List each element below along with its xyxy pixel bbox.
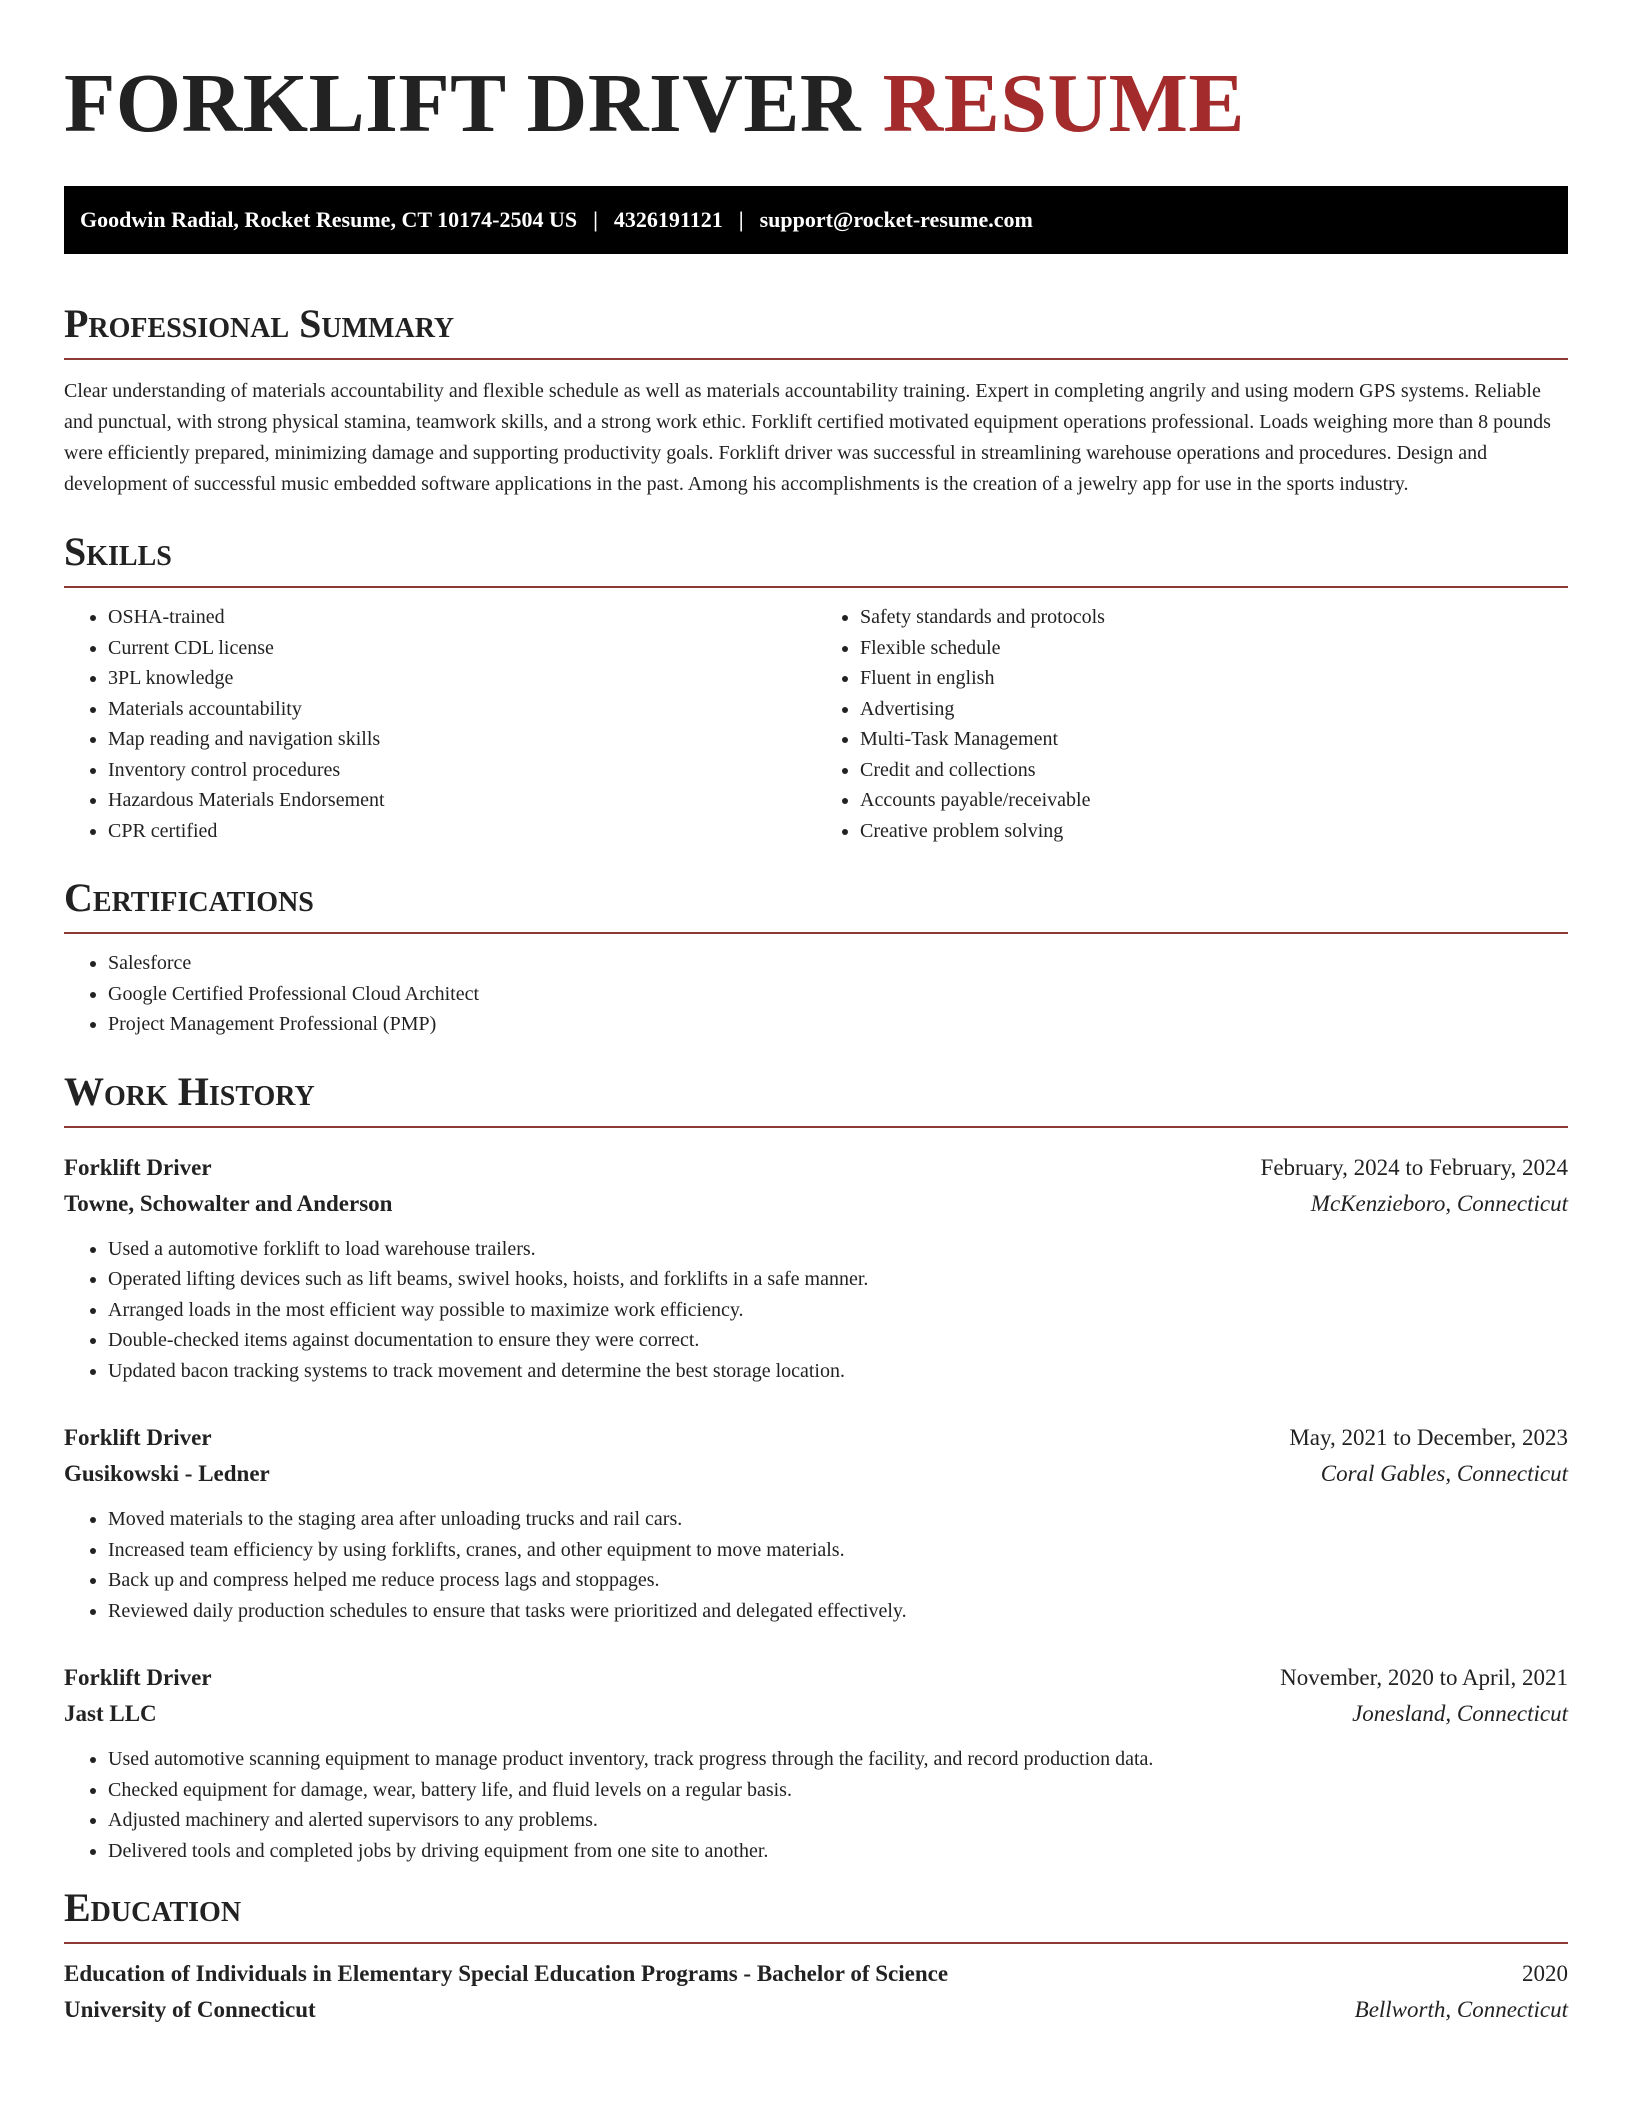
skill-item: • Materials accountability	[108, 694, 816, 725]
skill-item: • CPR certified	[108, 816, 816, 847]
title-accent: RESUME	[882, 57, 1245, 150]
skill-item: • Hazardous Materials Endorsement	[108, 785, 816, 816]
job-bullets	[64, 1744, 1568, 1866]
summary-section	[64, 300, 1568, 500]
title-main: FORKLIFT DRIVER	[64, 57, 862, 150]
contact-bar	[64, 186, 1568, 254]
certification-item: • Project Management Professional (PMP)	[108, 1009, 1568, 1040]
job-entry	[64, 1420, 1568, 1626]
education-school-row	[64, 1992, 1568, 2028]
skill-item: • Credit and collections	[860, 755, 1568, 786]
job-bullet: • Used a automotive forklift to load warehouse trailers.	[108, 1234, 1568, 1265]
work-history-section	[64, 1068, 1568, 1867]
certifications-list	[64, 948, 1568, 1040]
skill-item: • Multi-Task Management	[860, 724, 1568, 755]
job-bullet: • Updated bacon tracking systems to track movement and determine the best storage location.	[108, 1356, 1568, 1387]
job-company-row	[64, 1456, 1568, 1492]
certification-item: • Salesforce	[108, 948, 1568, 979]
skill-item: • Fluent in english	[860, 663, 1568, 694]
skills-section	[64, 528, 1568, 846]
skill-item: • Map reading and navigation skills	[108, 724, 816, 755]
job-bullet: • Delivered tools and completed jobs by driving equipment from one site to another.	[108, 1836, 1568, 1867]
education-heading: Education	[64, 1884, 1568, 1944]
job-title-row	[64, 1150, 1568, 1186]
education-degree-row	[64, 1956, 1568, 1992]
job-bullet: • Double-checked items against documentation to ensure they were correct.	[108, 1325, 1568, 1356]
job-bullet: • Checked equipment for damage, wear, battery life, and fluid levels on a regular basis.	[108, 1775, 1568, 1806]
skill-item: • OSHA-trained	[108, 602, 816, 633]
certifications-heading: Certifications	[64, 874, 1568, 934]
skills-heading: Skills	[64, 528, 1568, 588]
education-year: 2020	[1522, 1961, 1568, 1986]
skill-item: • Accounts payable/receivable	[860, 785, 1568, 816]
education-location: Bellworth, Connecticut	[1354, 1997, 1568, 2022]
skill-item: • Flexible schedule	[860, 633, 1568, 664]
job-location: Jonesland, Connecticut	[1352, 1701, 1568, 1726]
job-entry	[64, 1660, 1568, 1866]
job-bullet: • Increased team efficiency by using forklifts, cranes, and other equipment to move materials.	[108, 1535, 1568, 1566]
education-school: University of Connecticut	[64, 1997, 316, 2022]
skills-grid	[64, 588, 1568, 846]
resume-title	[64, 56, 1568, 152]
job-bullets	[64, 1504, 1568, 1626]
contact-phone: 4326191121	[613, 207, 723, 232]
skill-item: • 3PL knowledge	[108, 663, 816, 694]
job-company: Gusikowski - Ledner	[64, 1461, 270, 1486]
job-dates: May, 2021 to December, 2023	[1289, 1425, 1568, 1450]
skills-list-left	[64, 602, 816, 846]
job-company: Jast LLC	[64, 1701, 157, 1726]
job-title: Forklift Driver	[64, 1665, 212, 1690]
job-title-row	[64, 1420, 1568, 1456]
job-location: McKenzieboro, Connecticut	[1310, 1190, 1568, 1216]
education-entry	[64, 1956, 1568, 2028]
contact-separator: |	[593, 207, 598, 232]
job-dates: November, 2020 to April, 2021	[1280, 1665, 1568, 1690]
job-bullet: • Adjusted machinery and alerted supervisors to any problems.	[108, 1805, 1568, 1836]
job-title: Forklift Driver	[64, 1154, 212, 1180]
job-bullets	[64, 1234, 1568, 1387]
skill-item: • Inventory control procedures	[108, 755, 816, 786]
job-location: Coral Gables, Connecticut	[1320, 1461, 1568, 1486]
contact-separator: |	[738, 207, 744, 232]
skill-item: • Creative problem solving	[860, 816, 1568, 847]
job-bullet: • Back up and compress helped me reduce process lags and stoppages.	[108, 1565, 1568, 1596]
summary-heading: Professional Summary	[64, 300, 1568, 360]
certification-item: • Google Certified Professional Cloud Architect	[108, 979, 1568, 1010]
contact-email: support@rocket-resume.com	[759, 207, 1033, 232]
education-degree: Education of Individuals in Elementary Special Education Programs - Bachelor of Science	[64, 1961, 949, 1986]
job-company-row	[64, 1696, 1568, 1732]
certifications-section	[64, 874, 1568, 1040]
job-bullet: • Reviewed daily production schedules to ensure that tasks were prioritized and delegated effectively.	[108, 1596, 1568, 1627]
skill-item: • Current CDL license	[108, 633, 816, 664]
job-title: Forklift Driver	[64, 1425, 212, 1450]
skill-item: • Safety standards and protocols	[860, 602, 1568, 633]
education-section	[64, 1884, 1568, 2028]
skill-item: • Advertising	[860, 694, 1568, 725]
job-bullet: • Used automotive scanning equipment to manage product inventory, track progress through the facility, and record production data.	[108, 1744, 1568, 1775]
job-company-row	[64, 1186, 1568, 1222]
job-title-row	[64, 1660, 1568, 1696]
job-bullet: • Arranged loads in the most efficient way possible to maximize work efficiency.	[108, 1295, 1568, 1326]
skills-list-right	[816, 602, 1568, 846]
job-bullet: • Moved materials to the staging area after unloading trucks and rail cars.	[108, 1504, 1568, 1535]
contact-address: Goodwin Radial, Rocket Resume, CT 10174-2504 US	[80, 207, 578, 232]
job-company: Towne, Schowalter and Anderson	[64, 1190, 393, 1216]
job-dates: February, 2024 to February, 2024	[1260, 1154, 1568, 1180]
work-history-heading: Work History	[64, 1068, 1568, 1128]
summary-text: Clear understanding of materials accountability and flexible schedule as well as materials accountability training. Expert in completing angrily and using modern GPS systems. Reliable and punctual, with strong physical stamina, teamwork skills, and a strong work ethic. Forklift certified motivated equipment operations professional. Loads weighing more than 8 pounds were efficiently prepared, minimizing damage and supporting productivity goals. Forklift driver was successful in streamlining warehouse operations and procedures. Design and development of successful music embedded software applications in the past. Among his accomplishments is the creation of a jewelry app for use in the sports industry.	[64, 380, 1551, 495]
job-entry	[64, 1150, 1568, 1387]
job-bullet: • Operated lifting devices such as lift beams, swivel hooks, hoists, and forklifts in a safe manner.	[108, 1264, 1568, 1295]
